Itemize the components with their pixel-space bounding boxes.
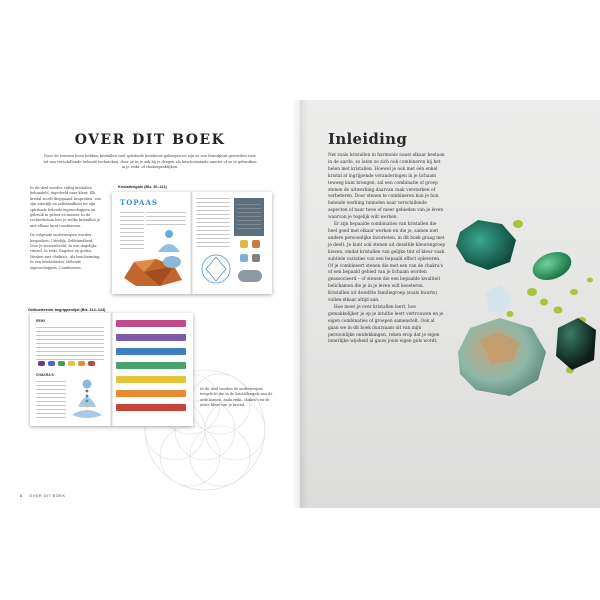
chakra-band [116,390,186,397]
intro-paragraph: Door de eeuwen heen hebben kristallen veel spirituele betekenis gekregen en zijn ze een brandpunt geworden voor tal van verschillende helende technieken, door ze in je zak bij je dragen als beschermende amulet of ze te gebruiken in je reiki- of chakrapraktijken. [43,154,257,170]
crystals-photo [440,210,600,430]
body-text [328,153,446,346]
topaas-heading: TOPAAS [120,198,158,207]
crystal-row [38,361,95,366]
page-title: OVER DIT BOEK [74,132,226,148]
glossary-preview [30,313,193,426]
preview-fold [110,313,113,426]
page-footer [20,493,65,498]
right-page [300,100,600,508]
body-paragraph: Net zoals kristallen in harmonie naast elkaar bestaan in de aarde, zo laten ze zich ook combineren bij het helen met kristallen. Hoewel je ook met één enkel kristal al ingrijpende veranderingen in je lichaam teweeg kunt brengen, zal een combinatie of groep stenen de uitwerking daarvan vaak versterken of verbeteren. Door stenen te combineren kun je hun helende werking tunnelen naar verschillende aspecten of naar twee of meer gebieden van je leven waarvan je tegelijk wilt werken. [328,153,445,221]
running-section-title: OVER DIT BOEK [29,493,66,498]
chakra-chart [116,320,186,420]
chapter-title: Inleiding [328,130,408,148]
clear-quartz [486,284,512,314]
chakras-heading: CHAKRA'S [36,373,54,377]
crystal-swatch [240,240,248,248]
preview-text-block [120,212,144,252]
crystal-guide-caption: Kristallengids (Blz. 30–111) [118,185,167,189]
column-paragraph: De volgende onderwerpen worden besproken: Uiterlijk, Zelfstandheid, Voor je sterrenbeeld, In een dagelijks ritueel, In reiki, Engelen en goden, Werken met chakra's, Als bescherming, In een kristalraster, Helende eigenschappen, Combineren. [30,233,101,270]
crystal-swatch [252,240,260,248]
topaz-crystal-image [120,254,186,290]
book-spread [0,100,600,508]
chakra-band [116,320,186,327]
meditating-figure-illustration [70,377,104,421]
chakra-band [116,376,186,383]
crystal-swatch [238,270,262,282]
body-paragraph: Hoe meer je over kristallen leert, hoe gemakkelijker je op je intuïtie leert vertrouwen en je eigen combinaties of groepen samenstelt. Ook al gaan we in dit boek duurzaam uit van mijn persoonlijke ontdekkingen, reken erop dat je eigen innerlijke wijsheid al gauw jouw eigen gids wordt. [328,304,444,345]
preview-text-block [36,327,104,361]
preview-fold [190,192,193,294]
crystal-grid-illustration [196,252,236,286]
chakra-band [116,348,186,355]
crystal-swatch [252,254,260,262]
page-number: 8 [20,493,23,498]
left-page [0,100,300,508]
malachite-crystal [456,220,516,270]
reiki-heading: REIKI [36,319,46,323]
aventurine-stone [529,247,575,285]
preview-text-block [146,212,186,226]
chakra-band [116,362,186,369]
chakra-band [116,404,186,411]
glossary-description: In dit deel worden de onderwerpen toegelicht die in de kristallengids aan de orde komen, zoals reiki, chakra's en de juiste kleur van je kristal. [200,387,273,408]
green-obsidian [556,318,596,370]
column-paragraph: In dit deel worden vijftig kristallen behandeld, ingedeeld naar kleur. Elk kristal wordt diepgaand besproken, van zijn uiterlijk en zelfstandheid tot zijn spirituele helende eigenschappen en gebruik in geloof en mooier. In de rechterkolom lees je welke kristallen je met elkaar kunt combineren. [30,186,101,228]
crystal-guide-preview [112,192,272,294]
crystal-swatch [240,254,248,262]
sidebar-box [234,198,264,236]
body-paragraph: Er zijn bepaalde combinaties van kristallen die heel goed met elkaar werken en die je, samen met andere persoonlijke favorieten, in dit boek graag met je deelt. Je kunt ook stenen uit dezelfde kleurengroep kiezen, omdat kristallen van gelijke tint of kleur vaak subtiele variaties van een bepaald effect opleveren. Of je combineert stenen die met een van de chakra's of een bepaald gebied van je lichaam worden geassocieerd – of stenen die een bepaalde kwaliteit belichamen die je in je leven wilt koesteren. Kristallen uit dezelfde familiegroep (zoals kwarts) vullen elkaar altijd aan. [328,222,446,304]
chakra-band [116,334,186,341]
book-gutter [292,100,308,508]
preview-text-block [196,198,230,248]
preview-text-block [36,381,66,419]
glossary-caption: Geillustreerde begrippenlijst (Blz. 112–123) [28,308,106,312]
chakra-figure-illustration [152,228,186,254]
left-column-text [30,186,102,275]
